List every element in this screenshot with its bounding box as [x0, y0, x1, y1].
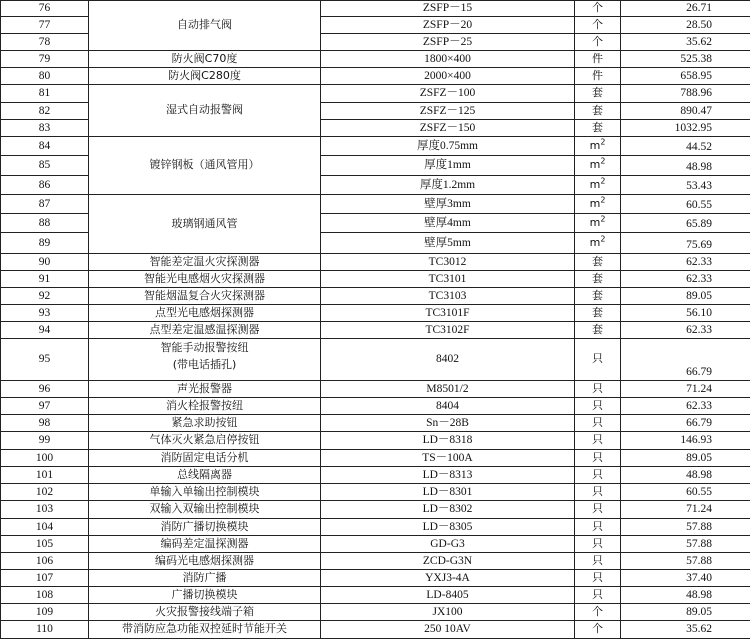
item-name-cell: 带消防应急功能双控延时节能开关	[89, 621, 321, 639]
price-cell: 35.62	[621, 34, 750, 51]
unit-cell	[575, 339, 621, 381]
unit-cell	[575, 519, 621, 536]
price-table-body	[1, 1, 750, 639]
spec-cell: TC3102F	[321, 322, 575, 339]
unit-text: m	[589, 138, 601, 152]
spec-cell: TC3012	[321, 254, 575, 271]
unit-text: 个	[592, 1, 603, 15]
row-number-cell: 89	[1, 233, 89, 254]
row-number-cell: 87	[1, 195, 89, 214]
price-cell: 89.05	[621, 288, 750, 305]
item-name-cell: 编码光电感烟探测器	[89, 553, 321, 570]
table-row	[1, 137, 750, 156]
unit-text: 套	[592, 86, 603, 100]
item-name-cell: 点型差定温感温探测器	[89, 322, 321, 339]
price-cell: 57.88	[621, 519, 750, 536]
unit-text: 只	[592, 381, 603, 395]
table-row	[1, 519, 750, 536]
unit-cell	[575, 254, 621, 271]
unit-cell	[575, 51, 621, 68]
unit-text: 套	[592, 288, 603, 302]
unit-cell	[575, 305, 621, 322]
price-cell: 60.55	[621, 484, 750, 501]
unit-cell	[575, 484, 621, 501]
unit-cell	[575, 536, 621, 553]
item-name-cell: 消防广播	[89, 570, 321, 587]
unit-cell	[575, 137, 621, 156]
price-cell: 56.10	[621, 305, 750, 322]
spec-cell: 1800×400	[321, 51, 575, 68]
row-number-cell: 101	[1, 467, 89, 484]
item-name-cell: 紧急求助按钮	[89, 415, 321, 432]
table-row	[1, 339, 750, 381]
spec-cell: JX100	[321, 604, 575, 621]
spec-cell: LD－8302	[321, 501, 575, 519]
row-number-cell: 92	[1, 288, 89, 305]
spec-cell: TS－100A	[321, 450, 575, 467]
price-cell: 1032.95	[621, 120, 750, 137]
item-name-cell: 点型光电感烟探测器	[89, 305, 321, 322]
table-row	[1, 570, 750, 587]
item-name-cell: 玻璃钢通风管	[89, 195, 321, 254]
row-number-cell: 90	[1, 254, 89, 271]
price-cell: 890.47	[621, 103, 750, 120]
unit-text: m	[589, 177, 601, 191]
unit-text: 只	[592, 536, 603, 550]
spec-cell: 250 10AV	[321, 621, 575, 639]
unit-cell	[575, 68, 621, 85]
unit-cell	[575, 195, 621, 214]
spec-cell: 厚度0.75mm	[321, 137, 575, 156]
price-cell: 62.33	[621, 271, 750, 288]
row-number-cell: 83	[1, 120, 89, 137]
table-row	[1, 288, 750, 305]
unit-text: m	[589, 158, 601, 172]
spec-cell: ZSFP－20	[321, 17, 575, 34]
item-name-cell: 广播切换模块	[89, 587, 321, 604]
price-cell: 66.79	[621, 415, 750, 432]
spec-cell: TC3101	[321, 271, 575, 288]
unit-text: 只	[592, 467, 603, 481]
spec-cell: TC3101F	[321, 305, 575, 322]
spec-cell: M8501/2	[321, 381, 575, 398]
row-number-cell: 79	[1, 51, 89, 68]
spec-cell: Sn－28B	[321, 415, 575, 432]
item-name-cell: 声光报警器	[89, 381, 321, 398]
unit-cell	[575, 501, 621, 519]
table-row	[1, 501, 750, 519]
unit-text: 只	[592, 519, 603, 533]
spec-cell: 厚度1mm	[321, 156, 575, 176]
price-cell: 146.93	[621, 432, 750, 450]
spec-cell: ZCD-G3N	[321, 553, 575, 570]
item-name-cell: 镀锌钢板（通风管用）	[89, 137, 321, 195]
unit-superscript: 2	[600, 234, 606, 244]
unit-cell	[575, 288, 621, 305]
item-name-cell: 智能光电感烟火灾探测器	[89, 271, 321, 288]
unit-cell	[575, 233, 621, 254]
spec-cell: ZSFP－25	[321, 34, 575, 51]
row-number-cell: 96	[1, 381, 89, 398]
spec-cell: 2000×400	[321, 68, 575, 85]
row-number-cell: 106	[1, 553, 89, 570]
unit-text: 件	[592, 51, 603, 65]
price-cell: 66.79	[621, 339, 750, 381]
row-number-cell: 108	[1, 587, 89, 604]
unit-text: 个	[592, 604, 603, 618]
row-number-cell: 95	[1, 339, 89, 381]
item-name-cell: 双输入双输出控制模块	[89, 501, 321, 519]
spec-cell: ZSFP－15	[321, 1, 575, 17]
spec-cell: 壁厚4mm	[321, 214, 575, 233]
unit-text: 只	[592, 570, 603, 584]
unit-cell	[575, 17, 621, 34]
row-number-cell: 76	[1, 1, 89, 17]
price-cell: 62.33	[621, 322, 750, 339]
row-number-cell: 81	[1, 85, 89, 103]
item-name-line: (带电话插孔)	[172, 358, 237, 371]
unit-cell	[575, 34, 621, 51]
price-cell: 28.50	[621, 17, 750, 34]
table-row	[1, 51, 750, 68]
item-name-cell: 火灾报警接线端子箱	[89, 604, 321, 621]
spec-cell: 8404	[321, 398, 575, 415]
table-row	[1, 381, 750, 398]
row-number-cell: 94	[1, 322, 89, 339]
item-name-cell: 总线隔离器	[89, 467, 321, 484]
unit-text: 个	[592, 17, 603, 31]
unit-cell	[575, 120, 621, 137]
item-name-cell: 防火阀C70度	[89, 51, 321, 68]
spec-cell: ZSFZ－125	[321, 103, 575, 120]
price-cell: 57.88	[621, 536, 750, 553]
unit-superscript: 2	[600, 156, 606, 166]
item-name-cell	[89, 339, 321, 381]
price-cell: 37.40	[621, 570, 750, 587]
table-row	[1, 415, 750, 432]
price-cell: 53.43	[621, 176, 750, 195]
unit-text: 个	[592, 622, 603, 636]
row-number-cell: 103	[1, 501, 89, 519]
unit-text: 套	[592, 305, 603, 319]
price-cell: 65.89	[621, 214, 750, 233]
row-number-cell: 78	[1, 34, 89, 51]
spec-cell: 厚度1.2mm	[321, 176, 575, 195]
row-number-cell: 102	[1, 484, 89, 501]
table-row	[1, 195, 750, 214]
spec-cell: LD－8301	[321, 484, 575, 501]
price-cell: 35.62	[621, 621, 750, 639]
unit-text: 套	[592, 120, 603, 134]
row-number-cell: 98	[1, 415, 89, 432]
table-row	[1, 305, 750, 322]
unit-text: 只	[592, 587, 603, 601]
item-name-cell: 气体灭火紧急启停按钮	[89, 432, 321, 450]
spec-cell: GD-G3	[321, 536, 575, 553]
table-row	[1, 432, 750, 450]
unit-cell	[575, 176, 621, 195]
unit-text: 只	[592, 484, 603, 498]
row-number-cell: 99	[1, 432, 89, 450]
unit-text: 只	[592, 553, 603, 567]
row-number-cell: 97	[1, 398, 89, 415]
table-row	[1, 587, 750, 604]
unit-text: 只	[592, 433, 603, 447]
unit-cell	[575, 103, 621, 120]
table-row	[1, 68, 750, 85]
item-name-cell: 消防广播切换模块	[89, 519, 321, 536]
price-cell: 62.33	[621, 254, 750, 271]
unit-cell	[575, 450, 621, 467]
spec-cell: YXJ3-4A	[321, 570, 575, 587]
unit-cell	[575, 467, 621, 484]
spec-cell: TC3103	[321, 288, 575, 305]
item-name-cell: 自动排气阀	[89, 1, 321, 51]
table-row	[1, 254, 750, 271]
unit-text: m	[589, 235, 601, 249]
price-cell: 75.69	[621, 233, 750, 254]
unit-text: 套	[592, 103, 603, 117]
table-row	[1, 604, 750, 621]
table-row	[1, 450, 750, 467]
price-cell: 89.05	[621, 604, 750, 621]
unit-cell	[575, 1, 621, 17]
unit-cell	[575, 156, 621, 176]
price-cell: 48.98	[621, 156, 750, 176]
table-row	[1, 1, 750, 17]
price-cell: 658.95	[621, 68, 750, 85]
spec-cell: ZSFZ－150	[321, 120, 575, 137]
unit-cell	[575, 570, 621, 587]
unit-text: 套	[592, 271, 603, 285]
unit-superscript: 2	[600, 214, 606, 224]
table-row	[1, 271, 750, 288]
price-cell: 60.55	[621, 195, 750, 214]
row-number-cell: 86	[1, 176, 89, 195]
price-cell: 48.98	[621, 467, 750, 484]
unit-text: 只	[592, 352, 603, 366]
row-number-cell: 88	[1, 214, 89, 233]
unit-superscript: 2	[600, 195, 606, 205]
unit-cell	[575, 415, 621, 432]
table-row	[1, 467, 750, 484]
item-name-cell: 湿式自动报警阀	[89, 85, 321, 137]
price-cell: 44.52	[621, 137, 750, 156]
row-number-cell: 91	[1, 271, 89, 288]
unit-cell	[575, 604, 621, 621]
spec-cell: ZSFZ－100	[321, 85, 575, 103]
unit-cell	[575, 322, 621, 339]
unit-text: 个	[592, 34, 603, 48]
spec-cell: LD－8313	[321, 467, 575, 484]
unit-text: 套	[592, 322, 603, 336]
table-row	[1, 322, 750, 339]
row-number-cell: 80	[1, 68, 89, 85]
price-cell: 26.71	[621, 1, 750, 17]
item-name-cell: 消火栓报警按纽	[89, 398, 321, 415]
row-number-cell: 93	[1, 305, 89, 322]
table-row	[1, 621, 750, 639]
unit-cell	[575, 587, 621, 604]
price-cell: 89.05	[621, 450, 750, 467]
unit-cell	[575, 381, 621, 398]
unit-superscript: 2	[600, 176, 606, 186]
row-number-cell: 107	[1, 570, 89, 587]
row-number-cell: 104	[1, 519, 89, 536]
unit-text: m	[589, 215, 601, 229]
unit-cell	[575, 271, 621, 288]
item-name-cell: 智能烟温复合火灾探测器	[89, 288, 321, 305]
unit-cell	[575, 553, 621, 570]
spec-cell: 8402	[321, 339, 575, 381]
unit-text: 只	[592, 502, 603, 516]
item-name-cell: 单输入单输出控制模块	[89, 484, 321, 501]
price-cell: 48.98	[621, 587, 750, 604]
row-number-cell: 100	[1, 450, 89, 467]
unit-text: 套	[592, 254, 603, 268]
table-row	[1, 484, 750, 501]
unit-cell	[575, 432, 621, 450]
unit-superscript: 2	[600, 137, 606, 147]
row-number-cell: 84	[1, 137, 89, 156]
price-cell: 71.24	[621, 381, 750, 398]
unit-cell	[575, 214, 621, 233]
spec-cell: LD-8405	[321, 587, 575, 604]
item-name-cell: 防火阀C280度	[89, 68, 321, 85]
spec-cell: LD－8305	[321, 519, 575, 536]
item-name-cell: 编码差定温探测器	[89, 536, 321, 553]
price-cell: 57.88	[621, 553, 750, 570]
item-name-line: 智能手动报警按纽	[160, 341, 249, 354]
unit-cell	[575, 85, 621, 103]
unit-cell	[575, 621, 621, 639]
row-number-cell: 109	[1, 604, 89, 621]
spec-cell: LD－8318	[321, 432, 575, 450]
spec-cell: 壁厚3mm	[321, 195, 575, 214]
table-row	[1, 553, 750, 570]
unit-text: 只	[592, 450, 603, 464]
item-name-cell: 消防固定电话分机	[89, 450, 321, 467]
unit-cell	[575, 398, 621, 415]
unit-text: 只	[592, 415, 603, 429]
price-cell: 62.33	[621, 398, 750, 415]
unit-text: 件	[592, 68, 603, 82]
row-number-cell: 77	[1, 17, 89, 34]
row-number-cell: 105	[1, 536, 89, 553]
spec-cell: 壁厚5mm	[321, 233, 575, 254]
unit-text: 只	[592, 398, 603, 412]
row-number-cell: 82	[1, 103, 89, 120]
table-row	[1, 536, 750, 553]
row-number-cell: 85	[1, 156, 89, 176]
price-cell: 788.96	[621, 85, 750, 103]
price-cell: 71.24	[621, 501, 750, 519]
table-row	[1, 85, 750, 103]
table-row	[1, 398, 750, 415]
price-cell: 525.38	[621, 51, 750, 68]
item-name-cell: 智能差定温火灾探测器	[89, 254, 321, 271]
unit-text: m	[589, 196, 601, 210]
row-number-cell: 110	[1, 621, 89, 639]
